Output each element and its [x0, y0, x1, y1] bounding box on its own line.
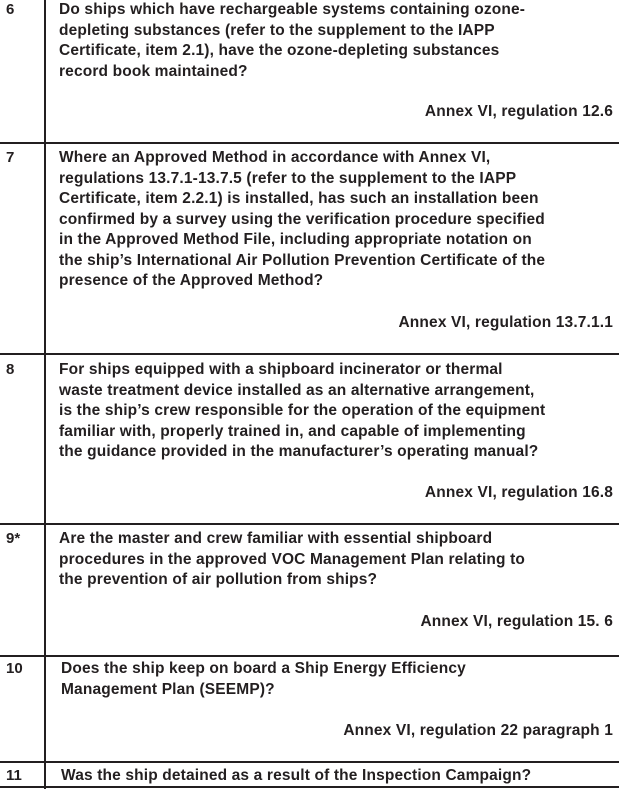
checklist-row-10 [0, 657, 619, 761]
question-text: Are the master and crew familiar with essential shipboard procedures in the approved VOC Management Plan relating to the prevention of air pollution from ships? [59, 530, 526, 588]
question-number: 6 [6, 1, 15, 18]
checklist-row-7 [0, 144, 619, 353]
question-text: Do ships which have rechargeable systems containing ozone- depleting substances (refer to the supplement to the IAPP Certificate, item 2.1), have the ozone-depleting substances record book maintained? [59, 1, 526, 80]
question-text: Does the ship keep on board a Ship Energy Efficiency Management Plan (SEEMP)? [61, 660, 466, 698]
question-text: Was the ship detained as a result of the Inspection Campaign? [61, 767, 532, 784]
regulation-reference: Annex VI, regulation 16.8 [424, 484, 613, 501]
question-text: Where an Approved Method in accordance with Annex VI, regulations 13.7.1-13.7.5 (refer to the supplement to the IAPP Certificate, item 2.2.1) is installed, has such an installation been confirmed by a survey using the verification procedure specified in the Approved Method File, including appropriate notation on the ship’s International Air Pollution Prevention Certificate of the presence of the Approved Method? [59, 149, 546, 289]
question-text: For ships equipped with a shipboard incinerator or thermal waste treatment device installed as an alternative arrangement, is the ship’s crew responsible for the operation of the equipment familiar with, properly trained in, and capable of implementing the guidance provided in the manufacturer’s operating manual? [59, 361, 546, 460]
question-number: 9* [6, 530, 21, 547]
row-divider [0, 786, 619, 788]
regulation-reference: Annex VI, regulation 12.6 [424, 103, 613, 120]
regulation-reference: Annex VI, regulation 22 paragraph 1 [343, 722, 613, 739]
question-number: 7 [6, 149, 15, 166]
checklist-row-8 [0, 355, 619, 523]
checklist-row-9 [0, 525, 619, 655]
question-number: 11 [6, 767, 22, 784]
question-number: 8 [6, 361, 15, 378]
regulation-reference: Annex VI, regulation 13.7.1.1 [398, 314, 613, 331]
regulation-reference: Annex VI, regulation 15. 6 [420, 613, 613, 630]
question-number: 10 [6, 660, 23, 677]
checklist-row-6 [0, 0, 619, 142]
